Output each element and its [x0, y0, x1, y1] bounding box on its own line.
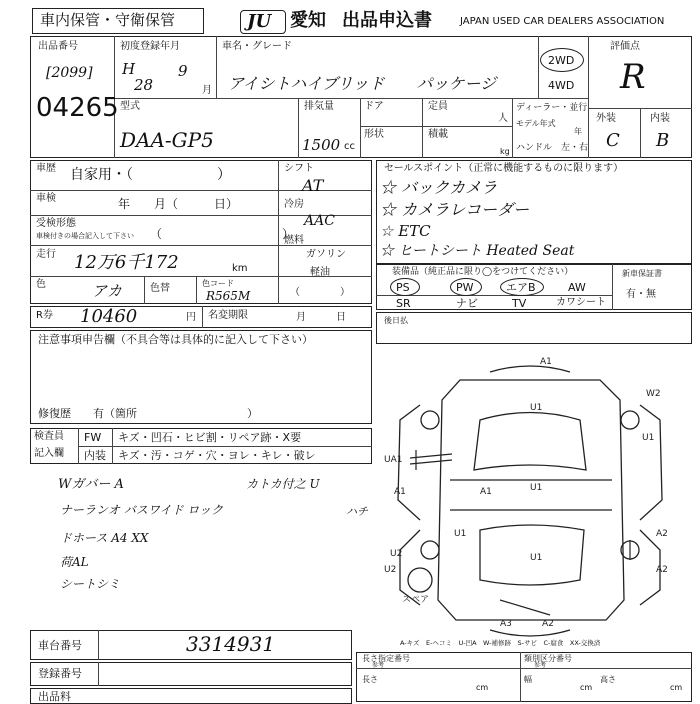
fuel-value-3: （ ）	[290, 287, 350, 298]
door-label: ドア	[364, 101, 384, 112]
storage-label: 車内保管・守衛保管	[40, 11, 176, 29]
height-label: 高さ	[600, 675, 616, 684]
fuel-value-1: ガソリン	[306, 249, 346, 260]
mileage-value: 12万6千172	[74, 252, 179, 273]
after-pay-label: 後日払	[384, 316, 408, 325]
chassis-label: 車台番号	[38, 639, 82, 652]
equip-sr: SR	[396, 297, 411, 310]
equip-tv: TV	[512, 297, 527, 310]
displacement-unit: cc	[344, 141, 355, 152]
recycle-value: 10460	[80, 306, 138, 327]
pw-circle	[450, 278, 482, 296]
ps-circle	[390, 278, 420, 296]
first-reg-year: 28	[134, 76, 154, 94]
length-cm: cm	[476, 683, 489, 692]
receipt-value: （ ）	[150, 227, 295, 241]
warranty-value: 有・無	[626, 289, 656, 300]
model-value: DAA-GP5	[120, 128, 214, 152]
diagram-label-a3: A3	[500, 619, 512, 629]
interior-value: B	[656, 130, 670, 151]
dealer-label: ディーラー・並行	[516, 103, 588, 113]
equip-leather: カワシート	[556, 297, 606, 308]
model-year-unit: 年	[574, 127, 582, 136]
diagram-spare-label: スペア	[402, 595, 430, 605]
length-label: 長さ	[362, 675, 378, 684]
diagram-label-a1-left: A1	[394, 487, 406, 497]
color-change-label: 色替	[150, 283, 170, 294]
entry-code: [2099]	[46, 65, 93, 81]
selling-point-3: ☆ ETC	[380, 222, 431, 240]
mileage-label: 走行	[36, 249, 56, 260]
inspector-note-1: Wガバー A	[58, 477, 124, 492]
color-code-label: 色コード	[202, 279, 234, 288]
history-label: 車歴	[36, 163, 56, 174]
chassis-value: 3314931	[186, 632, 276, 656]
height-cm: cm	[670, 683, 683, 692]
eval-value: R	[620, 57, 646, 97]
diagram-label-a2-bottom-right: A2	[656, 565, 668, 575]
handle-label: ハンドル 左・右	[516, 143, 589, 153]
color-label: 色	[36, 279, 46, 290]
inspector-fw: FW	[84, 431, 102, 444]
inspector-note-7: シートシミ	[60, 577, 121, 591]
airbag-circle	[500, 278, 544, 296]
interior-label: 内装	[650, 113, 670, 124]
eval-label: 評価点	[610, 41, 640, 52]
exterior-label: 外装	[596, 113, 616, 124]
diagram-label-a1-top: A1	[540, 357, 552, 367]
inspector-note-2: カトカ付之 U	[246, 477, 320, 491]
diagram-label-u1-right: U1	[642, 433, 655, 443]
diagram-label-a2-bottom: A2	[542, 619, 554, 629]
equip-aw: AW	[568, 281, 586, 294]
shape-label: 形状	[364, 129, 384, 140]
history-value: 自家用・（ ）	[70, 167, 231, 183]
diagram-label-u1-low: U1	[530, 553, 543, 563]
entry-number: 04265	[36, 93, 119, 123]
transfer-value: 月 日	[296, 312, 346, 323]
fuel-label: 燃料	[284, 235, 304, 246]
width-cm: cm	[580, 683, 593, 692]
drive-4wd: 4WD	[548, 79, 575, 92]
selling-title: セールスポイント（正常に機能するものに限ります）	[384, 163, 624, 174]
shift-value: AT	[302, 176, 324, 195]
after-pay-frame	[376, 312, 692, 344]
inspector-label-1: 検査員	[34, 431, 64, 442]
receipt-label: 受検形態	[36, 218, 76, 229]
reg-label: 登録番号	[38, 667, 82, 680]
diagram-label-u2-low: U2	[384, 565, 397, 575]
equip-navi: ナビ	[456, 297, 478, 310]
inspector-note-5: ドホース A4 XX	[60, 531, 149, 545]
color-code-value: R565M	[206, 289, 251, 303]
first-reg-label: 初度登録年月	[120, 41, 180, 52]
ac-value: AAC	[304, 213, 335, 229]
ju-logo-text: JU	[247, 11, 272, 32]
width-label: 幅	[524, 675, 532, 684]
transfer-label: 名変期限	[208, 310, 248, 321]
fee-frame	[30, 688, 352, 704]
equip-ps: PS	[396, 281, 410, 294]
load-label: 積載	[428, 129, 448, 140]
car-name-label: 車名・グレード	[222, 41, 292, 52]
inspector-note-3: ナーランオ バスワイド ロック	[60, 503, 224, 517]
measure1-sub: 参考	[372, 662, 385, 669]
fuel-value-2: 軽油	[310, 267, 330, 278]
diagram-label-u1-mid: U1	[530, 483, 543, 493]
car-name-value: アイシトハイブリッド パッケージ	[228, 74, 497, 93]
drive-2wd: 2WD	[548, 54, 575, 67]
association-name: JAPAN USED CAR DEALERS ASSOCIATION	[460, 16, 665, 27]
shift-label: シフト	[284, 163, 314, 174]
measure2-label: 類別区分番号	[524, 654, 572, 663]
org-name: 愛知	[290, 10, 326, 31]
diagram-label-u1-top: U1	[530, 403, 543, 413]
fee-label: 出品料	[38, 690, 71, 703]
load-unit: kg	[500, 147, 510, 156]
inspector-label-2: 記入欄	[34, 448, 64, 459]
capacity-unit: 人	[498, 113, 508, 124]
first-reg-era: H	[122, 60, 136, 78]
mileage-unit: km	[232, 263, 248, 274]
first-reg-month: 9	[178, 62, 188, 80]
inspector-note-4: ハチ	[346, 505, 368, 518]
inspection-label: 車検	[36, 193, 56, 204]
equip-pw: PW	[456, 281, 474, 294]
equip-airbag: エアB	[506, 281, 536, 294]
measure1-label: 長さ指定番号	[362, 654, 410, 663]
diagram-label-ua1: UA1	[384, 455, 403, 465]
capacity-label: 定員	[428, 101, 448, 112]
receipt-note: 車検付きの場合記入して下さい	[36, 232, 134, 240]
car-damage-diagram	[380, 350, 692, 650]
diagram-label-a2-right: A2	[656, 529, 668, 539]
entry-number-label: 出品番号	[38, 41, 78, 52]
color-value: アカ	[92, 282, 122, 300]
inspector-note-6: 荷AL	[60, 555, 89, 569]
equipment-title: 装備品（純正品に限り◯をつけてください）	[392, 267, 574, 277]
inspector-naiso-items: キズ・汚・コゲ・穴・ヨレ・キレ・破レ	[118, 449, 316, 462]
recycle-unit: 円	[186, 312, 196, 323]
first-reg-month-unit: 月	[202, 85, 212, 96]
repair-label: 修復歴 有（箇所 ）	[38, 407, 258, 420]
measure2-sub: 参考	[534, 662, 547, 669]
model-year-label: モデル年式	[516, 119, 556, 128]
ac-label: 冷房	[284, 199, 304, 210]
ju-logo	[240, 10, 286, 34]
sheet-title: 出品申込書	[342, 10, 432, 31]
diagram-label-a1-mid: A1	[480, 487, 492, 497]
inspector-fw-items: キズ・凹石・ヒビ割・リペア跡・X要	[118, 431, 302, 444]
recycle-label: R券	[36, 310, 53, 321]
displacement-label: 排気量	[304, 101, 334, 112]
selling-point-2: ☆ カメラレコーダー	[380, 200, 530, 219]
selling-point-4: ☆ ヒートシート Heated Seat	[380, 243, 575, 259]
caution-label: 注意事項申告欄（不具合等は具体的に記入して下さい）	[38, 333, 313, 346]
displacement-value: 1500	[302, 136, 341, 154]
inspector-naiso: 内装	[84, 449, 106, 462]
model-label: 型式	[120, 101, 140, 112]
inspection-value: 年 月（ 日）	[118, 197, 239, 211]
exterior-value: C	[606, 130, 620, 151]
diagram-label-u2-left: U2	[390, 549, 403, 559]
warranty-label: 新車保証書	[622, 269, 662, 278]
damage-legend: A-キズ E-ヘコミ U-凹A W-補修跡 S-サビ C-腐食 XX-交換済	[400, 639, 601, 647]
diagram-label-u1-bottom: U1	[454, 529, 467, 539]
diagram-label-w2: W2	[646, 389, 661, 399]
selling-point-1: ☆ バックカメラ	[380, 178, 498, 197]
